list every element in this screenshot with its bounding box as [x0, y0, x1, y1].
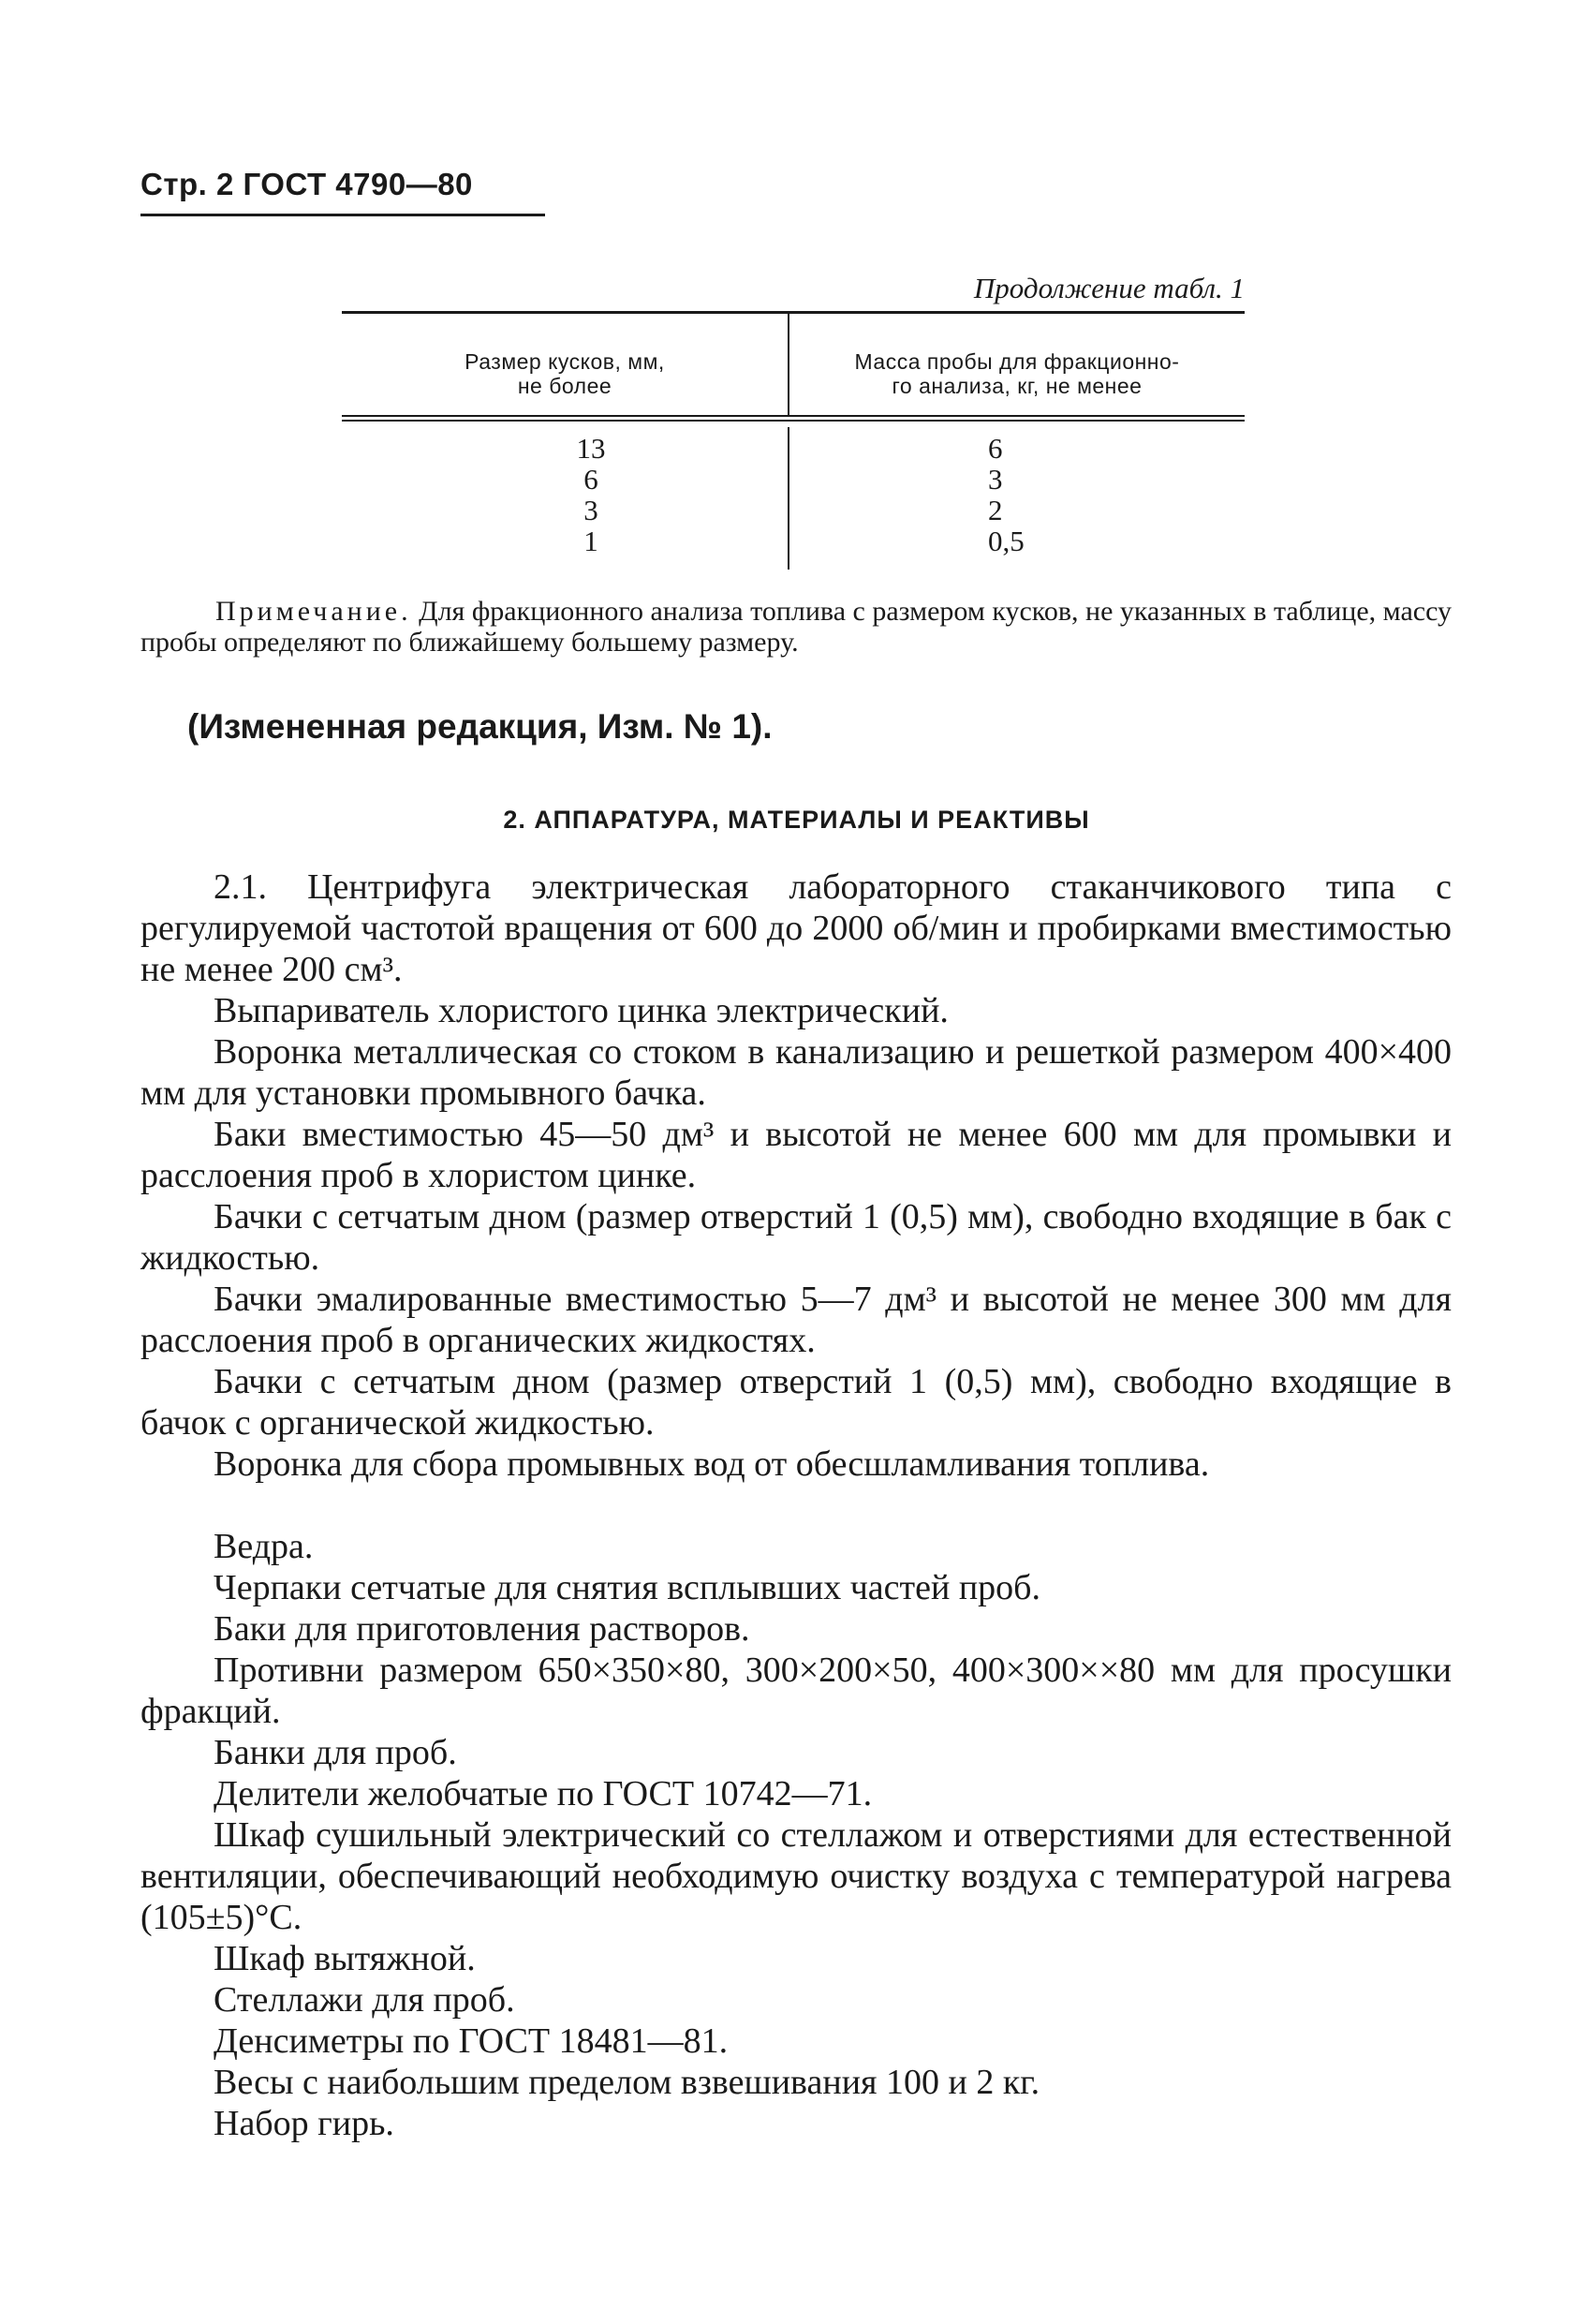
note-text: Для фракционного анализа топлива с размером кусков, не указанных в таблице, массу пробы определяют по ближайшему большему размеру. [140, 596, 1452, 658]
table-column-divider [788, 427, 789, 570]
paragraph: Бачки с сетчатым дном (размер отверстий 1 (0,5) мм), свободно входящие в бачок с органической жидкостью. [140, 1362, 1452, 1443]
paragraph: Денсиметры по ГОСТ 18481—81. [214, 2021, 729, 2061]
paragraph: Воронка для сбора промывных вод от обесшламливания топлива. [214, 1444, 1210, 1484]
edition-note: (Измененная редакция, Изм. № 1). [187, 707, 773, 746]
paragraph: Делители желобчатые по ГОСТ 10742—71. [214, 1774, 873, 1813]
paragraph: Шкаф сушильный электрический со стеллажом и отверстиями для естественной вентиляции, обеспечивающий необходимую очистку воздуха с температурой нагрева (105±5)°С. [140, 1815, 1452, 1937]
page-header: Стр. 2 ГОСТ 4790—80 [140, 167, 473, 201]
paragraph: Весы с наибольшим пределом взвешивания 100 и 2 кг. [214, 2063, 1040, 2102]
paragraph: Противни размером 650×350×80, 300×200×50, 400×300××80 мм для просушки фракций. [140, 1650, 1452, 1731]
table-header-mass: Масса пробы для фракционно- го анализа, кг, не менее [854, 349, 1180, 398]
paragraph: Баки для приготовления растворов. [214, 1609, 750, 1649]
note-label: Примечание. [215, 596, 412, 627]
table-continuation-label: Продолжение табл. 1 [973, 272, 1245, 304]
table-body [342, 422, 1245, 570]
paragraph: Ведра. [214, 1527, 314, 1566]
section-title: 2. АППАРАТУРА, МАТЕРИАЛЫ И РЕАКТИВЫ [503, 806, 1090, 834]
paragraph: Набор гирь. [214, 2104, 394, 2143]
header-rule [140, 214, 545, 216]
paragraph: Банки для проб. [214, 1733, 457, 1772]
paragraph: Бачки эмалированные вместимостью 5—7 дм³ и высотой не менее 300 мм для расслоения проб в органических жидкостях. [140, 1280, 1452, 1360]
paragraph: Стеллажи для проб. [214, 1980, 515, 2020]
fraction-mass-table [342, 311, 1245, 570]
table-header-size: Размер кусков, мм, не более [465, 349, 665, 398]
table-mass-values: 6 3 2 0,5 [988, 432, 1025, 557]
paragraph: Баки вместимостью 45—50 дм³ и высотой не менее 600 мм для промывки и расслоения проб в хлористом цинке. [140, 1115, 1452, 1195]
paragraph: 2.1. Центрифуга электрическая лабораторного стаканчикового типа с регулируемой частотой вращения от 600 до 2000 об/мин и пробирками вместимостью не менее 200 см³. [140, 867, 1452, 989]
paragraph: Выпариватель хлористого цинка электрический. [214, 991, 949, 1030]
table-note [140, 596, 1452, 658]
table-size-values: 13 6 3 1 [576, 432, 606, 557]
table-header-rule [342, 415, 1245, 422]
table-header-row [342, 314, 1245, 415]
paragraph: Черпаки сетчатые для снятия всплывших частей проб. [214, 1568, 1041, 1607]
paragraph: Шкаф вытяжной. [214, 1939, 476, 1978]
paragraph: Воронка металлическая со стоком в канализацию и решеткой размером 400×400 мм для установки промывного бачка. [140, 1032, 1452, 1113]
paragraph: Бачки с сетчатым дном (размер отверстий 1 (0,5) мм), свободно входящие в бак с жидкостью. [140, 1197, 1452, 1278]
